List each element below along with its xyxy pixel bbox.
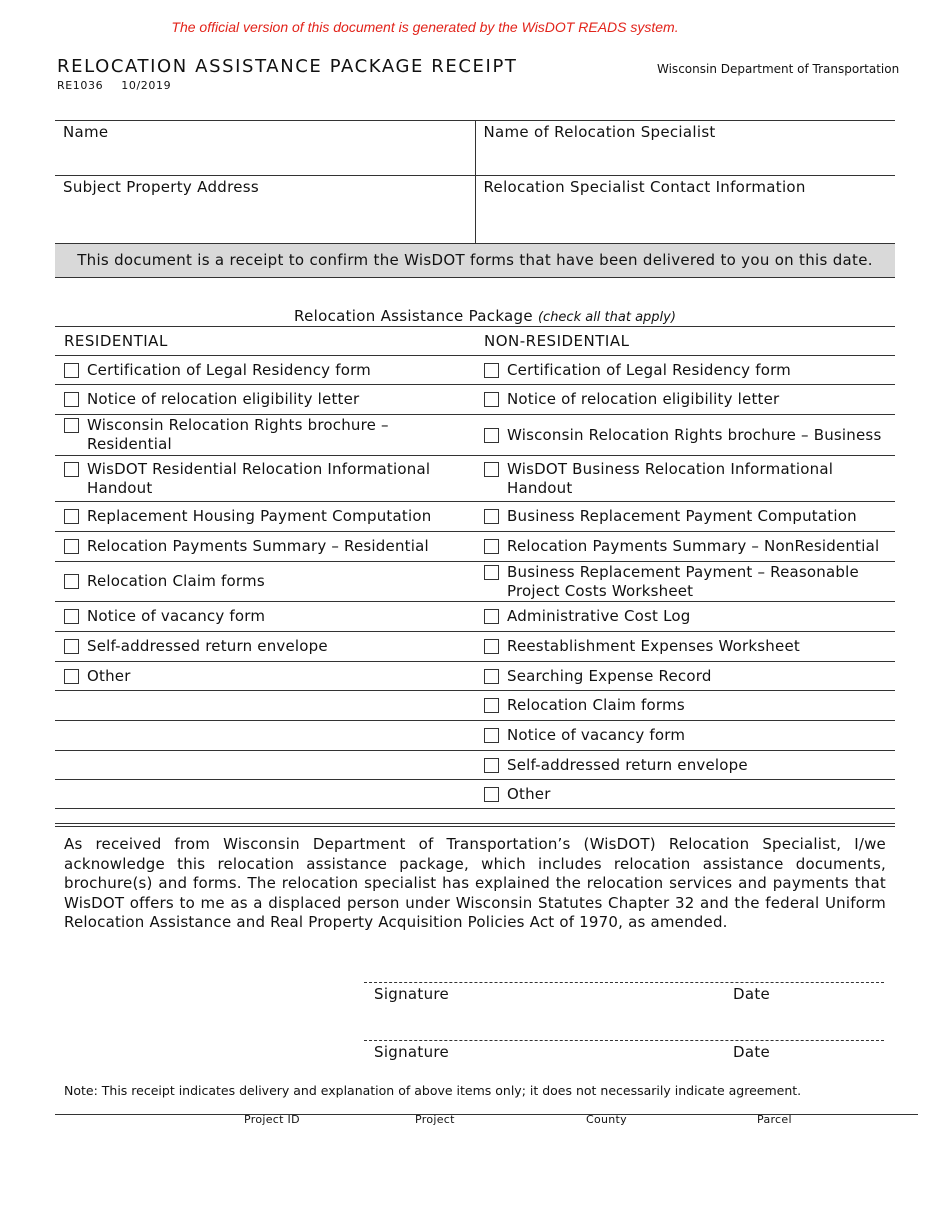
date-label-2: Date	[733, 1043, 771, 1061]
nonresidential-item	[475, 356, 895, 384]
residential-item	[55, 632, 475, 661]
checklist-item-label: Relocation Payments Summary – Residential	[87, 537, 429, 555]
checklist-item-label: Self-addressed return envelope	[507, 755, 748, 774]
checklist-item-label: Wisconsin Relocation Rights brochure – Residential	[87, 416, 389, 453]
residential-item	[55, 385, 475, 414]
nonresidential-item	[475, 662, 895, 690]
checklist-row	[55, 561, 895, 601]
checklist-item-label: Relocation Claim forms	[87, 572, 265, 590]
package-title	[55, 306, 895, 326]
nonresidential-item	[475, 502, 895, 531]
section-divider	[55, 823, 895, 827]
checkbox[interactable]	[484, 639, 499, 654]
property-address-field[interactable]	[55, 176, 475, 243]
checkbox[interactable]	[484, 392, 499, 407]
agreement-note: Note: This receipt indicates delivery and explanation of above items only; it does not necessarily indicate agreement.	[64, 1083, 802, 1098]
checklist-item-label: Notice of relocation eligibility letter	[507, 390, 780, 408]
checklist-item-label: Searching Expense Record	[507, 666, 712, 685]
checklist-item	[64, 416, 475, 454]
checklist-item-label: Replacement Housing Payment Computation	[87, 507, 432, 525]
checklist-item	[484, 785, 557, 804]
info-row-names	[55, 120, 895, 175]
checklist-item-label: Business Replacement Payment Computation	[507, 507, 857, 525]
nonresidential-item	[475, 415, 895, 455]
checklist-item-label: Other	[507, 784, 551, 803]
acknowledgement-text: As received from Wisconsin Department of Transportation’s (WisDOT) Relocation Specialist, I/we acknowledge this relocation assistance package, which includes relocation assistance documents, brochure(s) and forms. The relocation specialist has explained the relocation services and payments that WisDOT offers to me as a displaced person under Wisconsin Statutes Chapter 32 and the federal Uniform Relocation Assistance and Real Property Acquisition Policies Act of 1970, as amended.	[64, 835, 886, 931]
residential-item	[55, 602, 475, 631]
checklist-row	[55, 384, 895, 414]
residential-item	[55, 356, 475, 384]
official-version-notice: The official version of this document is generated by the WisDOT READS system.	[171, 19, 679, 35]
checklist-row	[55, 779, 895, 809]
nonresidential-item	[475, 562, 895, 601]
checklist-item-label: Notice of vacancy form	[507, 726, 686, 744]
specialist-name-field[interactable]	[475, 121, 896, 175]
checklist-item-label: WisDOT Business Relocation Informational Handout	[507, 459, 834, 497]
checkbox[interactable]	[64, 363, 79, 378]
name-label: Name	[63, 123, 109, 141]
form-title: RELOCATION ASSISTANCE PACKAGE RECEIPT	[57, 56, 518, 77]
checkbox[interactable]	[484, 728, 499, 743]
nonresidential-item	[475, 602, 895, 631]
signature-label-1: Signature	[374, 985, 450, 1003]
recipient-info-grid	[55, 120, 895, 278]
checklist-row	[55, 414, 895, 455]
checkbox[interactable]	[484, 565, 499, 580]
checklist-row	[55, 531, 895, 561]
checklist-item	[484, 563, 895, 601]
agency-name: Wisconsin Department of Transportation	[657, 62, 900, 76]
checklist-item	[64, 537, 435, 556]
nonresidential-header: NON-RESIDENTIAL	[484, 331, 630, 350]
checklist-item	[64, 361, 377, 380]
checklist-item	[484, 426, 887, 445]
signature-label-2: Signature	[374, 1043, 450, 1061]
empty-cell	[55, 691, 475, 720]
footer-project: Project	[415, 1113, 455, 1126]
checklist-item	[64, 460, 475, 498]
checklist-row	[55, 690, 895, 720]
specialist-contact-field[interactable]	[475, 176, 896, 243]
checkbox[interactable]	[64, 609, 79, 624]
footer-parcel: Parcel	[757, 1113, 792, 1126]
empty-cell	[55, 780, 475, 808]
checkbox[interactable]	[64, 462, 79, 477]
package-subtitle: (check all that apply)	[537, 310, 676, 325]
checklist-item-label: Certification of Legal Residency form	[87, 360, 371, 379]
checklist-row	[55, 501, 895, 531]
checkbox[interactable]	[484, 539, 499, 554]
checklist-item	[484, 726, 691, 745]
nonresidential-item	[475, 721, 895, 750]
package-title-text: Relocation Assistance Package	[294, 307, 533, 325]
name-field[interactable]	[55, 121, 475, 175]
checklist-item-label: Notice of relocation eligibility letter	[87, 390, 360, 408]
checkbox[interactable]	[64, 418, 79, 433]
checkbox[interactable]	[484, 609, 499, 624]
footer-county: County	[586, 1113, 627, 1126]
checklist-item	[64, 667, 137, 686]
nonresidential-item	[475, 780, 895, 808]
checkbox[interactable]	[484, 758, 499, 773]
checkbox[interactable]	[64, 574, 79, 589]
checklist-header-row	[55, 326, 895, 355]
checklist-item	[484, 637, 806, 656]
checklist-item	[484, 390, 785, 409]
residential-item	[55, 502, 475, 531]
package-checklist	[55, 306, 895, 809]
residential-item	[55, 415, 475, 455]
checkbox[interactable]	[484, 669, 499, 684]
residential-item	[55, 532, 475, 561]
checklist-item-label: Business Replacement Payment – Reasonable Project Costs Worksheet	[507, 562, 859, 600]
checklist-item-label: Certification of Legal Residency form	[507, 360, 791, 379]
checkbox[interactable]	[484, 428, 499, 443]
checkbox[interactable]	[484, 698, 499, 713]
specialist-contact-label: Relocation Specialist Contact Information	[483, 178, 806, 196]
checklist-row	[55, 720, 895, 750]
checklist-item-label: Self-addressed return envelope	[87, 637, 328, 655]
specialist-name-label: Name of Relocation Specialist	[483, 123, 716, 141]
signature-line-2[interactable]	[364, 1040, 884, 1041]
checklist-row	[55, 455, 895, 501]
nonresidential-item	[475, 751, 895, 779]
receipt-banner: This document is a receipt to confirm the WisDOT forms that have been delivered to you on this date.	[55, 243, 895, 278]
checkbox[interactable]	[484, 509, 499, 524]
form-number: RE1036	[57, 79, 104, 92]
checkbox[interactable]	[64, 392, 79, 407]
signature-line-1[interactable]	[364, 982, 884, 983]
checklist-row	[55, 750, 895, 779]
checklist-item	[484, 460, 895, 498]
checkbox[interactable]	[484, 787, 499, 802]
checklist-item	[64, 507, 437, 526]
checklist-item	[64, 637, 334, 656]
checklist-row	[55, 355, 895, 384]
checklist-item	[64, 572, 271, 591]
nonresidential-item	[475, 632, 895, 661]
residential-item	[55, 456, 475, 501]
checklist-item	[484, 361, 797, 380]
checklist-row	[55, 661, 895, 690]
checklist-row	[55, 601, 895, 631]
checkbox[interactable]	[64, 509, 79, 524]
date-label-1: Date	[733, 985, 771, 1003]
checklist-item	[484, 667, 718, 686]
checkbox[interactable]	[64, 539, 79, 554]
empty-cell	[55, 751, 475, 779]
checkbox[interactable]	[484, 363, 499, 378]
nonresidential-item	[475, 385, 895, 414]
form-id	[57, 79, 171, 92]
checklist-item-label: Reestablishment Expenses Worksheet	[507, 637, 800, 655]
checklist-item-label: WisDOT Residential Relocation Informational Handout	[87, 459, 431, 497]
form-revision-date: 10/2019	[121, 79, 172, 92]
nonresidential-item	[475, 691, 895, 720]
residential-header: RESIDENTIAL	[64, 331, 168, 350]
checklist-item-label: Other	[87, 666, 131, 685]
checklist-item	[484, 537, 885, 556]
checklist-item-label: Wisconsin Relocation Rights brochure – Business	[507, 425, 882, 444]
checkbox[interactable]	[64, 669, 79, 684]
checkbox[interactable]	[484, 462, 499, 477]
info-row-contact	[55, 175, 895, 243]
checklist-item	[64, 390, 365, 409]
empty-cell	[55, 721, 475, 750]
checklist-item	[484, 507, 863, 526]
checklist-item	[64, 607, 271, 626]
footer-project-id: Project ID	[244, 1113, 300, 1126]
checklist-item-label: Notice of vacancy form	[87, 607, 266, 625]
nonresidential-item	[475, 532, 895, 561]
checklist-row	[55, 631, 895, 661]
residential-item	[55, 562, 475, 601]
checklist-item	[484, 696, 691, 715]
checklist-item-label: Administrative Cost Log	[507, 607, 691, 625]
checklist-item	[484, 607, 696, 626]
checkbox[interactable]	[64, 639, 79, 654]
checklist-item-label: Relocation Payments Summary – NonResidential	[507, 537, 880, 555]
property-address-label: Subject Property Address	[63, 178, 260, 196]
checklist-item-label: Relocation Claim forms	[507, 696, 685, 714]
residential-item	[55, 662, 475, 690]
checklist-item	[484, 756, 754, 775]
nonresidential-item	[475, 456, 895, 501]
